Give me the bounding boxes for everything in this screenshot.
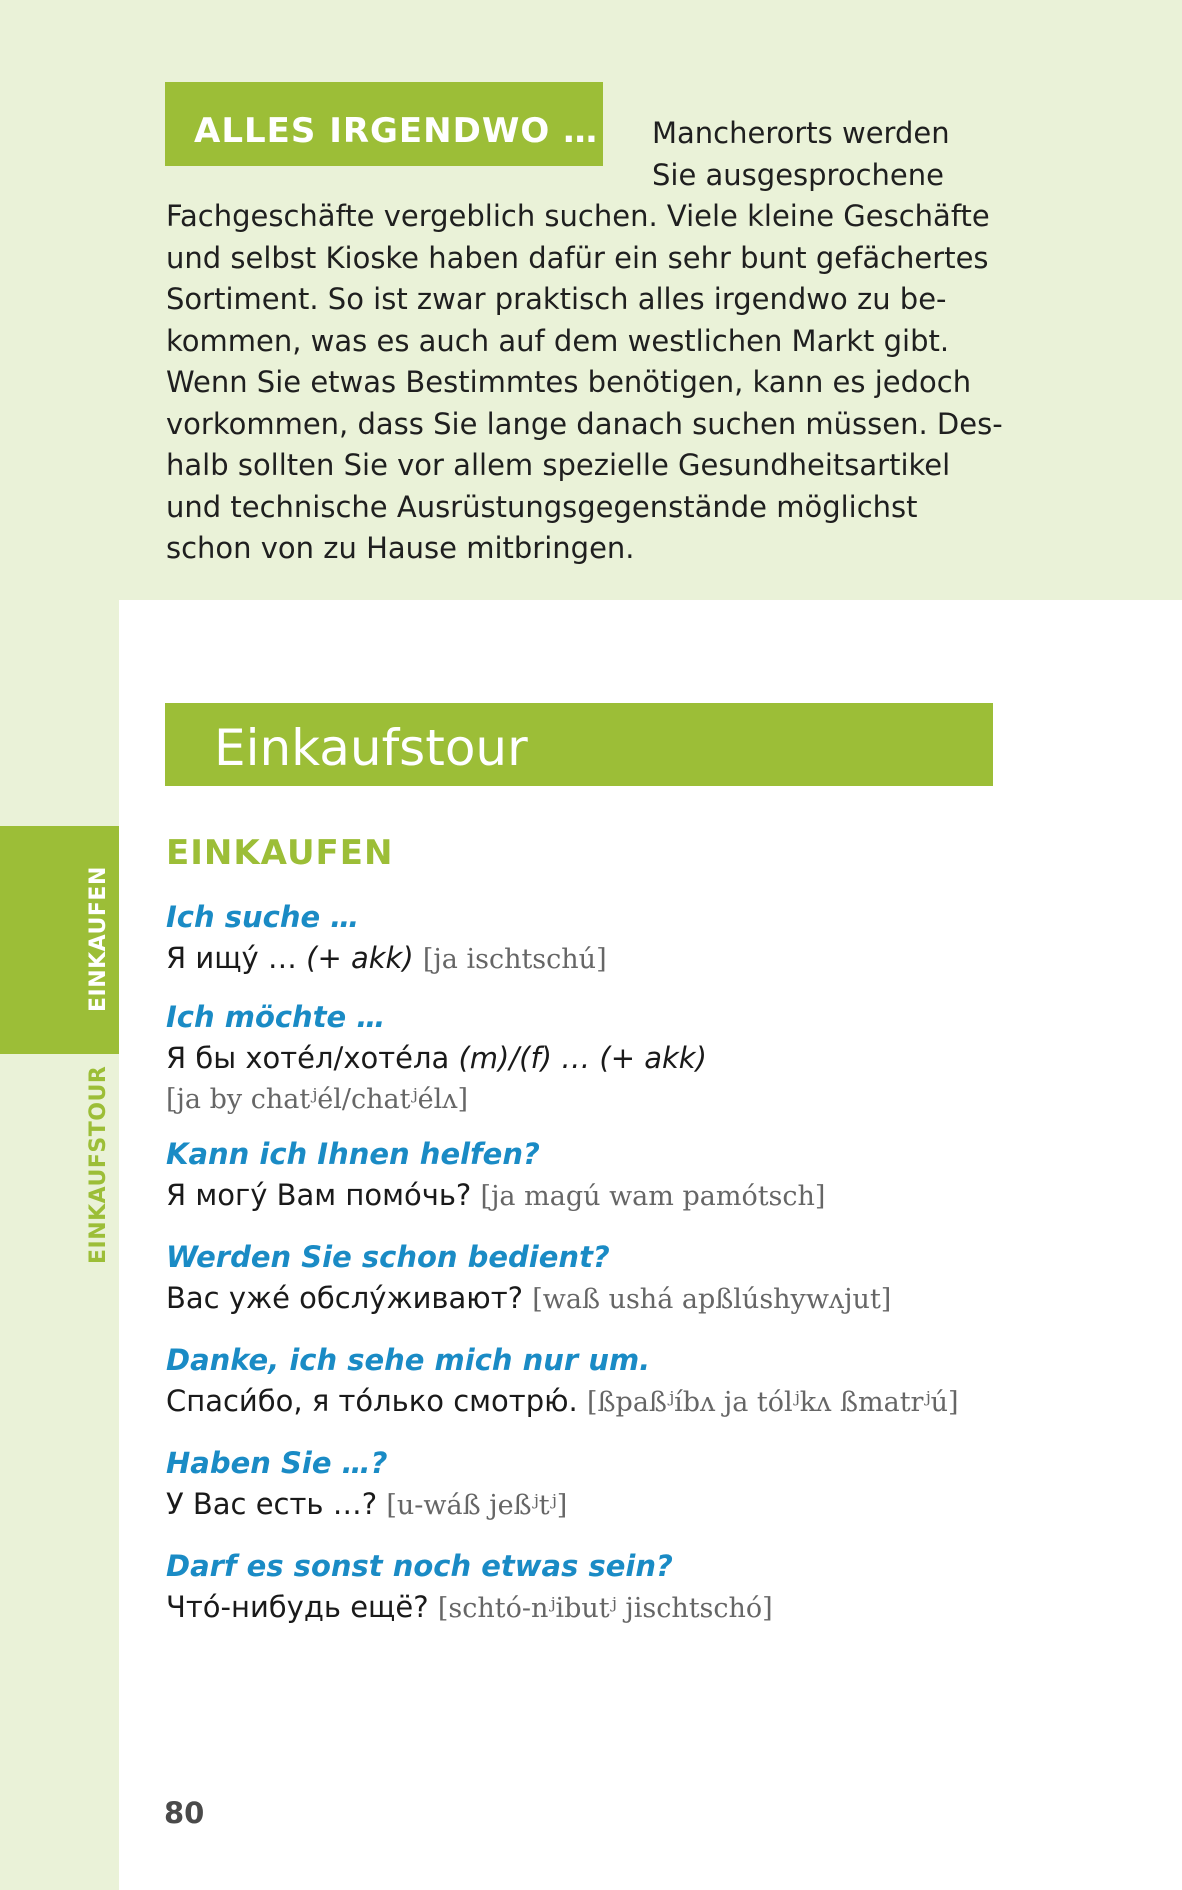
phrase-russian-line bbox=[166, 1037, 1066, 1080]
phrase-transcription: [schtó-nʲibutʲ jischtschó] bbox=[437, 1593, 773, 1624]
sub-heading: EINKAUFEN bbox=[166, 833, 394, 873]
info-line: Sortiment. So ist zwar praktisch alles irgendwo zu be- bbox=[166, 282, 947, 316]
phrase-entry bbox=[166, 1546, 1066, 1630]
info-line: Sie ausgesprochene bbox=[652, 157, 944, 192]
phrase-entry bbox=[166, 1340, 1066, 1424]
page-number: 80 bbox=[164, 1796, 205, 1830]
phrase-russian: Я могу́ Вам помо́чь? bbox=[166, 1178, 472, 1212]
phrase-german: Haben Sie …? bbox=[166, 1446, 388, 1480]
section-title: Einkaufstour bbox=[165, 703, 993, 786]
phrase-german: Danke, ich sehe mich nur um. bbox=[166, 1343, 651, 1377]
phrase-entry bbox=[166, 1443, 1066, 1527]
phrase-russian-line bbox=[166, 937, 1066, 981]
phrase-russian: У Вас есть …? bbox=[166, 1487, 378, 1521]
phrase-russian: Я бы хоте́л/хоте́ла bbox=[166, 1041, 450, 1075]
phrase-entry bbox=[166, 997, 1066, 1120]
phrase-entry bbox=[166, 1237, 1066, 1321]
phrase-transcription: [waß ushá apßlúshywʌjut] bbox=[532, 1284, 892, 1315]
phrase-russian-line bbox=[166, 1586, 1066, 1630]
phrase-entry bbox=[166, 1134, 1066, 1218]
phrase-russian-line bbox=[166, 1483, 1066, 1527]
phrase-german: Ich suche … bbox=[166, 900, 360, 934]
phrase-transcription: [ßpaßʲíbʌ ja tólʲkʌ ßmatrʲú] bbox=[586, 1387, 959, 1418]
phrase-grammar: (+ akk) bbox=[306, 941, 414, 975]
info-line: und selbst Kioske haben dafür ein sehr bunt gefächertes bbox=[166, 240, 989, 275]
phrase-russian: Вас уже́ обслу́живают? bbox=[166, 1281, 523, 1315]
phrase-entry bbox=[166, 897, 1066, 981]
phrase-transcription: [ja magú wam pamótsch] bbox=[480, 1181, 826, 1212]
info-box-heading: ALLES IRGENDWO … bbox=[165, 82, 603, 166]
phrase-russian-line bbox=[166, 1277, 1066, 1321]
phrase-russian-line bbox=[166, 1174, 1066, 1218]
info-line: Fachgeschäfte vergeblich suchen. Viele kleine Geschäfte bbox=[166, 199, 990, 233]
phrase-german: Ich möchte … bbox=[166, 1000, 386, 1034]
info-line: kommen, was es auch auf dem westlichen Markt gibt. bbox=[166, 323, 950, 358]
phrase-transcription: [ja ischtschú] bbox=[422, 944, 607, 975]
info-line: schon von zu Hause mitbringen. bbox=[166, 531, 635, 565]
phrase-russian: Спаси́бо, я то́лько смотрю́. bbox=[166, 1384, 578, 1418]
info-line: Wenn Sie etwas Bestimmtes benötigen, kann es jedoch bbox=[166, 365, 972, 399]
phrase-list bbox=[166, 897, 1066, 1630]
phrase-russian: Что́-нибудь ещё? bbox=[166, 1590, 429, 1624]
phrase-russian-line bbox=[166, 1380, 1066, 1424]
phrase-russian: Я ищу́ … bbox=[166, 941, 297, 975]
phrase-german: Kann ich Ihnen helfen? bbox=[166, 1137, 540, 1171]
phrase-german: Darf es sonst noch etwas sein? bbox=[166, 1549, 673, 1583]
info-box-text bbox=[166, 113, 1006, 570]
phrase-german: Werden Sie schon bedient? bbox=[166, 1240, 610, 1274]
info-line: halb sollten Sie vor allem spezielle Gesundheitsartikel bbox=[166, 448, 951, 482]
sidebar-tab-einkaufen-label: EINKAUFEN bbox=[86, 866, 111, 1012]
info-line: und technische Ausrüstungsgegenstände möglichst bbox=[166, 489, 918, 524]
phrase-transcription: [ja by chatʲél/chatʲélʌ] bbox=[166, 1084, 468, 1115]
sidebar-tab-einkaufstour-label[interactable]: EINKAUFSTOUR bbox=[86, 1065, 111, 1264]
phrase-transcription: [u-wáß jeßʲtʲ] bbox=[386, 1490, 568, 1521]
phrase-grammar: (m)/(f) … (+ akk) bbox=[458, 1041, 707, 1075]
info-line: Mancherorts werden bbox=[652, 116, 950, 150]
info-line: vorkommen, dass Sie lange danach suchen müssen. Des- bbox=[166, 406, 1003, 441]
